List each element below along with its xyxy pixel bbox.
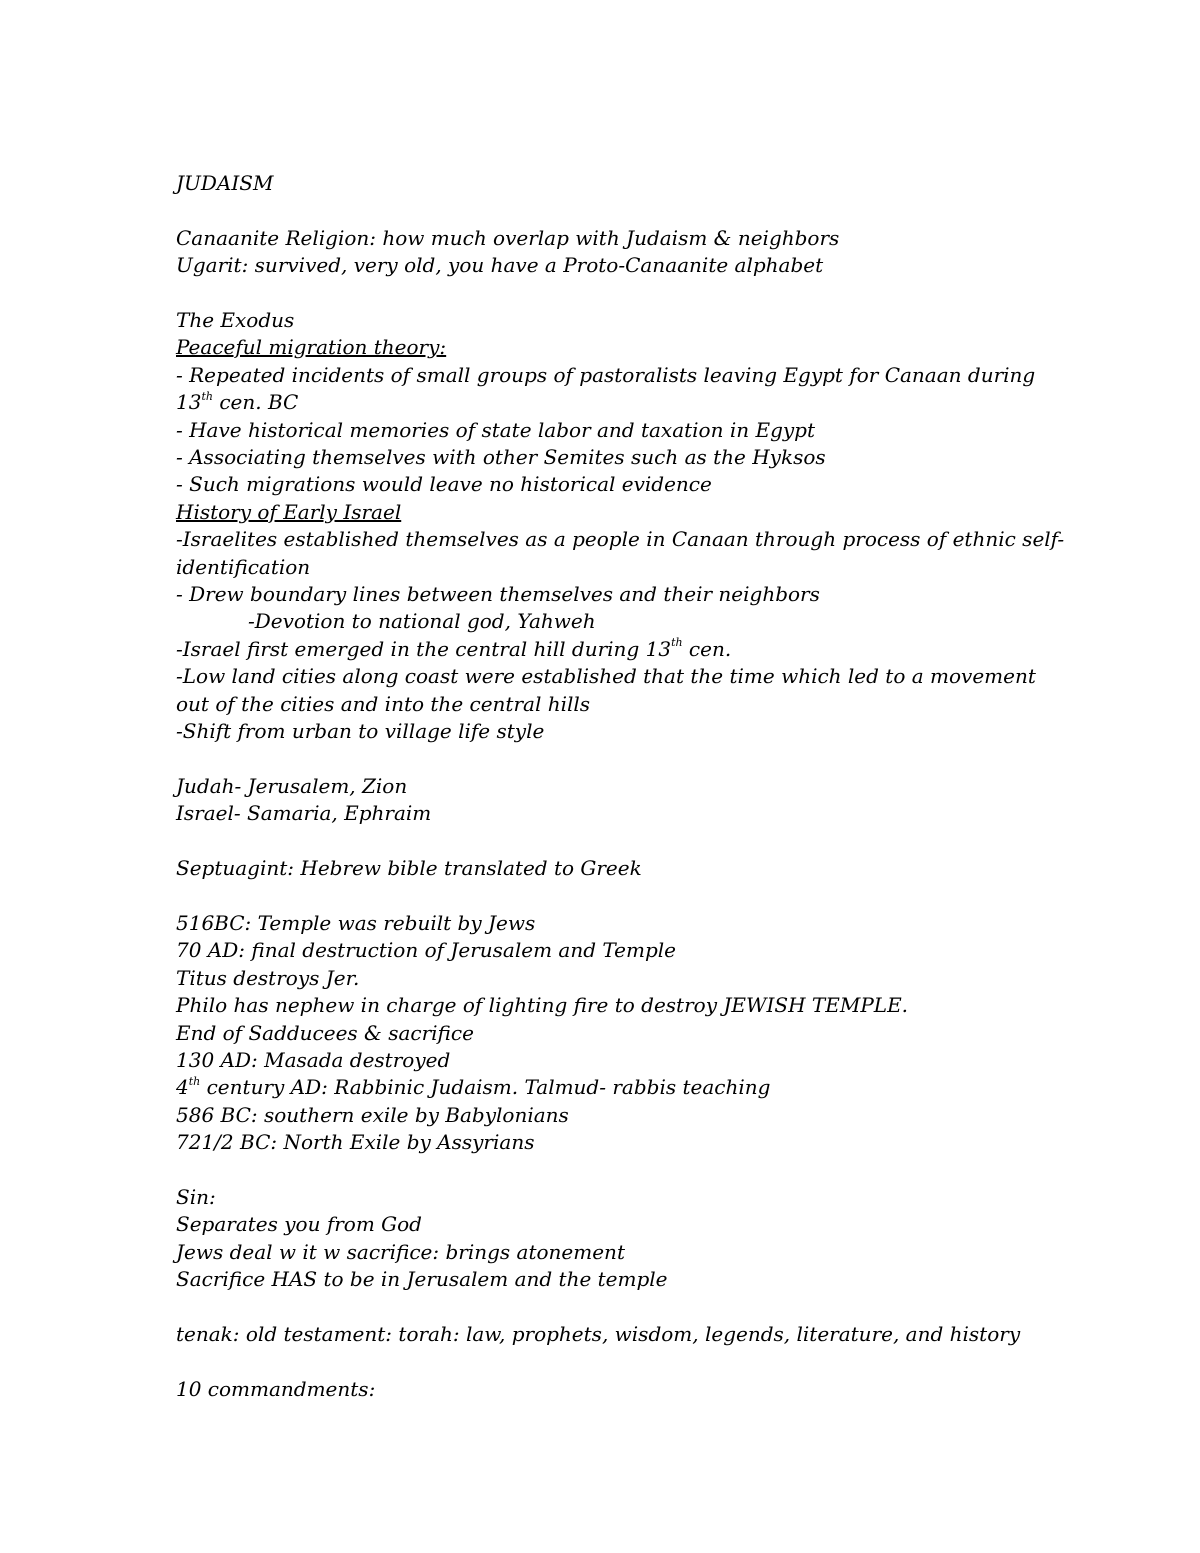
judah-line: Judah- Jerusalem, Zion bbox=[176, 773, 408, 798]
blank-line bbox=[176, 197, 1036, 224]
blank-line bbox=[176, 828, 1036, 855]
blank-line bbox=[176, 280, 1036, 307]
history-point-5a: -Low land cities along coast were established that the time which led to a movement bbox=[176, 664, 1036, 689]
timeline-item: 721/2 BC: North Exile by Assyrians bbox=[176, 1130, 535, 1155]
migration-point-2: - Have historical memories of state labor and taxation in Egypt bbox=[176, 417, 816, 442]
peaceful-migration-heading bbox=[176, 334, 1036, 361]
blank-line bbox=[176, 1348, 1036, 1375]
migration-point-3: - Associating themselves with other Semites such as the Hyksos bbox=[176, 445, 826, 470]
septuagint-line: Septuagint: Hebrew bible translated to Greek bbox=[176, 856, 642, 881]
blank-line bbox=[176, 1294, 1036, 1321]
sin-point: Separates you from God bbox=[176, 1212, 422, 1237]
timeline-item: Philo has nephew in charge of lighting fire to destroy JEWISH TEMPLE. bbox=[176, 993, 909, 1018]
history-heading-text: History of Early Israel bbox=[176, 499, 402, 524]
history-point-4-suffix: cen. bbox=[682, 636, 732, 661]
history-point-3: -Devotion to national god, Yahweh bbox=[248, 609, 596, 634]
century-suffix: cen. BC bbox=[212, 390, 299, 415]
century-number: 4 bbox=[176, 1075, 189, 1100]
timeline-item-text: century AD: Rabbinic Judaism. Talmud- rabbis teaching bbox=[200, 1075, 771, 1100]
blank-line bbox=[176, 1157, 1036, 1184]
history-point-1b: identification bbox=[176, 554, 311, 579]
migration-point-1b bbox=[176, 389, 1036, 416]
history-point-4-text: -Israel first emerged in the central hill during 13 bbox=[176, 636, 672, 661]
history-point-6: -Shift from urban to village life style bbox=[176, 719, 545, 744]
blank-line bbox=[176, 746, 1036, 773]
timeline-item: End of Sadducees & sacrifice bbox=[176, 1020, 474, 1045]
ugarit-line: Ugarit: survived, very old, you have a Proto-Canaanite alphabet bbox=[176, 253, 824, 278]
israel-line: Israel- Samaria, Ephraim bbox=[176, 801, 432, 826]
document-title: JUDAISM bbox=[176, 171, 274, 195]
history-point-5b: out of the cities and into the central hills bbox=[176, 691, 591, 716]
history-point-4 bbox=[176, 636, 1036, 663]
document-body bbox=[176, 170, 1065, 1403]
sin-point: Jews deal w it w sacrifice: brings atonement bbox=[176, 1239, 625, 1264]
migration-point-1a: - Repeated incidents of small groups of pastoralists leaving Egypt for Canaan during bbox=[176, 362, 1036, 387]
superscript: th bbox=[201, 389, 213, 403]
sin-point: Sacrifice HAS to be in Jerusalem and the temple bbox=[176, 1267, 668, 1292]
century-number: 13 bbox=[176, 390, 202, 415]
timeline-item: 516BC: Temple was rebuilt by Jews bbox=[176, 910, 536, 935]
peaceful-migration-heading-text: Peaceful migration theory: bbox=[176, 335, 447, 360]
migration-point-4: - Such migrations would leave no historical evidence bbox=[176, 472, 712, 497]
commandments-heading: 10 commandments: bbox=[176, 1376, 376, 1401]
tenak-line: tenak: old testament: torah: law, prophets, wisdom, legends, literature, and history bbox=[176, 1321, 1021, 1346]
blank-line bbox=[176, 883, 1036, 910]
history-point-1a: -Israelites established themselves as a people in Canaan through process of ethnic self- bbox=[176, 527, 1065, 552]
timeline-item: 586 BC: southern exile by Babylonians bbox=[176, 1102, 569, 1127]
superscript: th bbox=[188, 1074, 201, 1088]
canaanite-religion-line: Canaanite Religion: how much overlap with Judaism & neighbors bbox=[176, 225, 840, 250]
exodus-heading: The Exodus bbox=[176, 308, 295, 332]
timeline-item bbox=[176, 1074, 1036, 1101]
timeline-item: 130 AD: Masada destroyed bbox=[176, 1047, 451, 1072]
history-heading bbox=[176, 499, 1036, 526]
superscript: th bbox=[671, 636, 683, 650]
history-point-2: - Drew boundary lines between themselves and their neighbors bbox=[176, 582, 820, 607]
sin-heading: Sin: bbox=[176, 1184, 216, 1209]
timeline-item: Titus destroys Jer. bbox=[176, 965, 360, 990]
timeline-item: 70 AD: final destruction of Jerusalem and Temple bbox=[176, 938, 676, 963]
